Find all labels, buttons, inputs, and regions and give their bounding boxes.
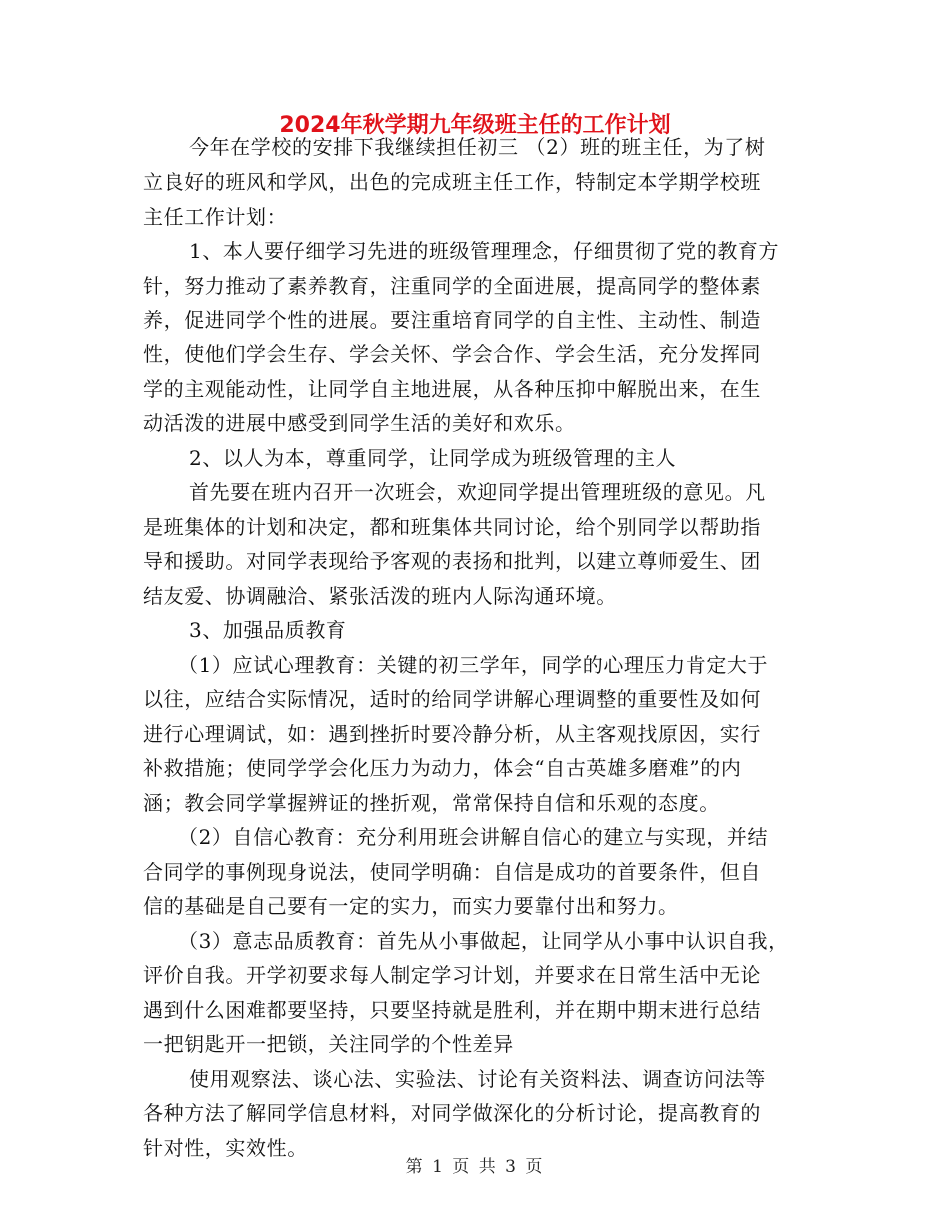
text-line: 今年在学校的安排下我继续担任初三 （2）班的班主任，为了树 [189, 135, 766, 159]
text-line: 学的主观能动性，让同学自主地进展，从各种压抑中解脱出来，在生 [143, 377, 761, 401]
text-line: 针对性，实效性。 [143, 1136, 308, 1160]
text-line: 1、本人要仔细学习先进的班级管理理念，仔细贯彻了党的教育方 [189, 239, 780, 263]
page-number-footer: 第 1 页 共 3 页 [405, 1157, 545, 1177]
text-line: 以往，应结合实际情况，适时的给同学讲解心理调整的重要性及如何 [143, 687, 761, 711]
text-line: 主任工作计划： [143, 205, 288, 229]
text-line: 立良好的班风和学风，出色的完成班主任工作，特制定本学期学校班 [143, 170, 761, 194]
text-line: 涵；教会同学掌握辨证的挫折观，常常保持自信和乐观的态度。 [143, 791, 720, 815]
text-line: 养，促进同学个性的进展。要注重培育同学的自主性、主动性、制造 [143, 308, 761, 332]
text-line: 使用观察法、谈心法、实验法、讨论有关资料法、调查访问法等 [189, 1067, 766, 1091]
text-line: 一把钥匙开一把锁，关注同学的个性差异 [143, 1032, 514, 1056]
text-line: 是班集体的计划和决定，都和班集体共同讨论，给个别同学以帮助指 [143, 515, 761, 539]
text-line: 针，努力推动了素养教育，注重同学的全面进展，提高同学的整体素 [143, 274, 761, 298]
text-line: （2）自信心教育：充分利用班会讲解自信心的建立与实现，并结 [178, 825, 769, 849]
text-line: 评价自我。开学初要求每人制定学习计划，并要求在日常生活中无论 [143, 963, 761, 987]
text-line: 各种方法了解同学信息材料，对同学做深化的分析讨论，提高教育的 [143, 1101, 761, 1125]
text-line: （3）意志品质教育：首先从小事做起，让同学从小事中认识自我， [178, 929, 789, 953]
text-line: 2、以人为本，尊重同学，让同学成为班级管理的主人 [189, 446, 677, 470]
text-line: 动活泼的进展中感受到同学生活的美好和欢乐。 [143, 411, 576, 435]
text-line: 性，使他们学会生存、学会关怀、学会合作、学会生活，充分发挥同 [143, 342, 761, 366]
text-line: 信的基础是自己要有一定的实力，而实力要靠付出和努力。 [143, 894, 679, 918]
text-line: 结友爱、协调融洽、紧张活泼的班内人际沟通环境。 [143, 584, 617, 608]
text-line: 首先要在班内召开一次班会，欢迎同学提出管理班级的意见。凡 [189, 480, 766, 504]
document-title: 2024年秋学期九年级班主任的工作计划 [279, 113, 671, 138]
text-line: 合同学的事例现身说法，使同学明确：自信是成功的首要条件，但自 [143, 860, 761, 884]
text-line: 进行心理调试，如：遇到挫折时要冷静分析，从主客观找原因，实行 [143, 722, 761, 746]
text-line: 补救措施；使同学学会化压力为动力，体会“自古英雄多磨难”的内 [143, 756, 742, 780]
text-line: （1）应试心理教育：关键的初三学年，同学的心理压力肯定大于 [178, 653, 769, 677]
text-line: 导和援助。对同学表现给予客观的表扬和批判，以建立尊师爱生、团 [143, 549, 761, 573]
text-line: 遇到什么困难都要坚持，只要坚持就是胜利，并在期中期末进行总结 [143, 998, 761, 1022]
text-line: 3、加强品质教育 [189, 618, 347, 642]
